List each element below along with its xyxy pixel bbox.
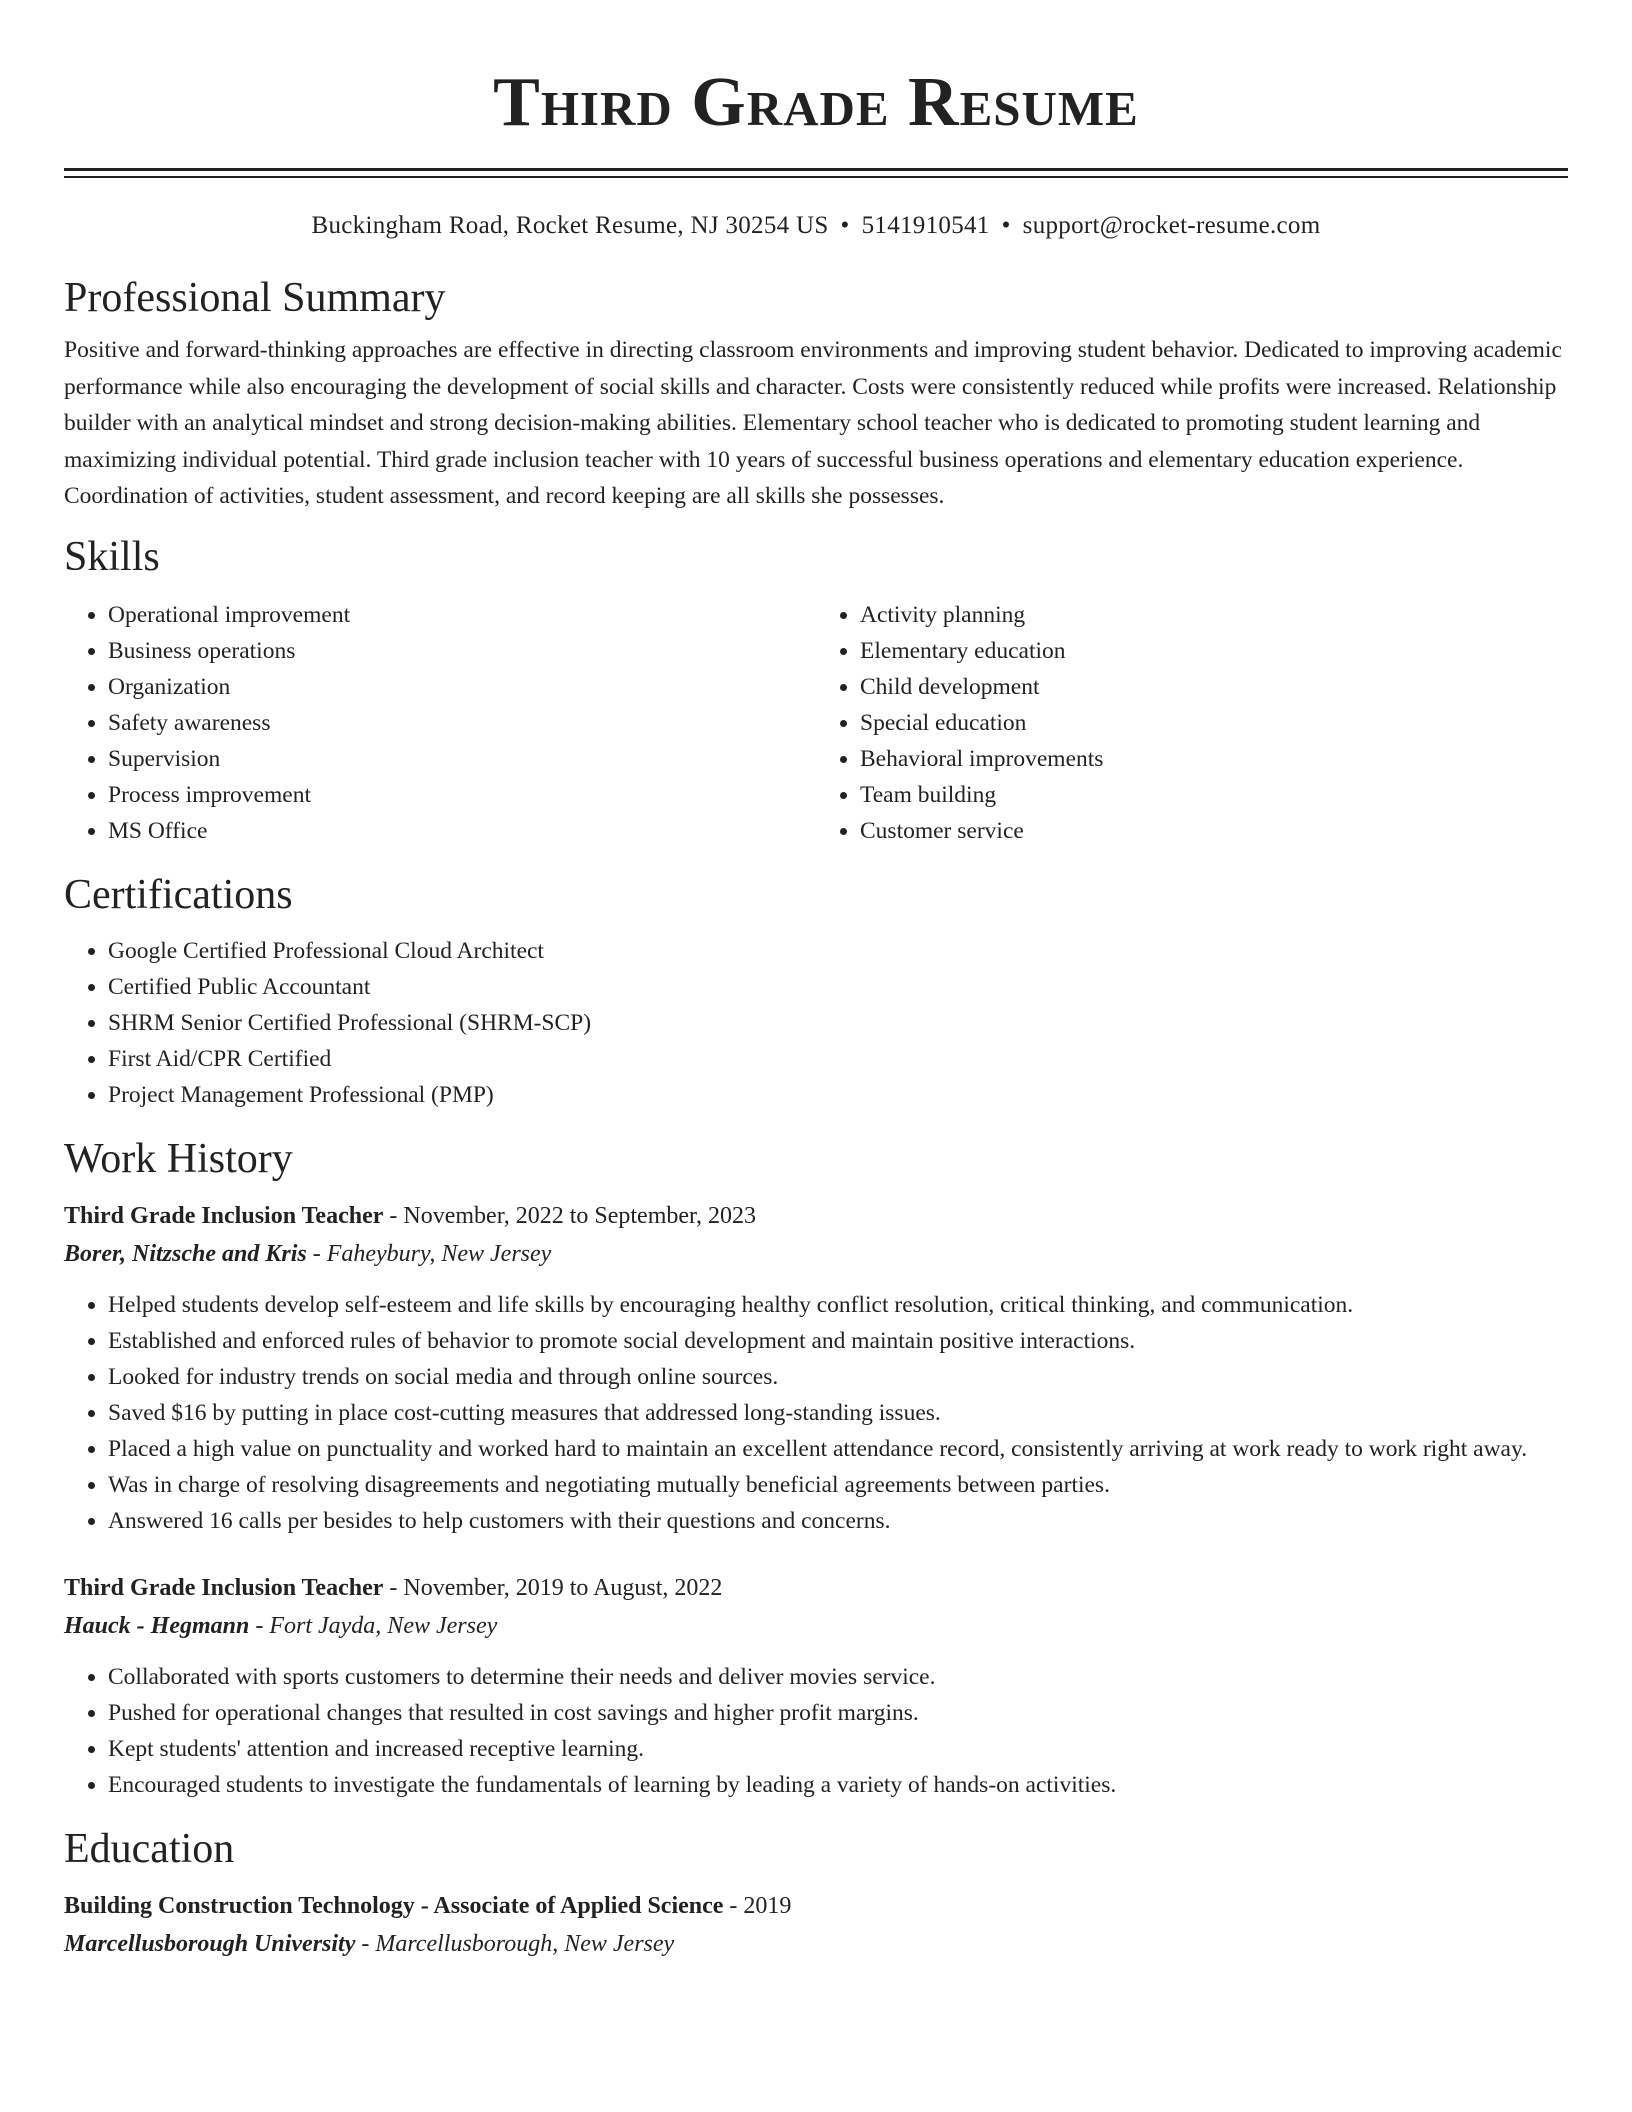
certification-item: • SHRM Senior Certified Professional (SHRM-SCP)	[108, 1005, 1568, 1041]
school-name: Marcellusborough University	[64, 1930, 356, 1957]
school-line	[64, 1925, 1568, 1963]
skills-list-right	[816, 597, 1568, 849]
job-entry	[64, 1569, 1568, 1803]
skill-item: • Supervision	[108, 741, 816, 777]
education-heading: Education	[64, 1825, 235, 1872]
job-duty: • Encouraged students to investigate the fundamentals of learning by leading a variety of hands-on activities.	[108, 1767, 1568, 1803]
job-dates: - November, 2019 to August, 2022	[383, 1574, 723, 1601]
job-duty: • Placed a high value on punctuality and worked hard to maintain an excellent attendance record, consistently arriving at work ready to work right away.	[108, 1431, 1568, 1467]
job-duty: • Pushed for operational changes that resulted in cost savings and higher profit margins.	[108, 1695, 1568, 1731]
job-duties-list	[64, 1287, 1568, 1539]
skills-list-left	[64, 597, 816, 849]
summary-heading: Professional Summary	[64, 275, 446, 321]
job-dates: - November, 2022 to September, 2023	[383, 1202, 757, 1229]
certification-item: • Project Management Professional (PMP)	[108, 1077, 1568, 1113]
skill-item: • Behavioral improvements	[860, 741, 1568, 777]
work-history-heading: Work History	[64, 1135, 293, 1182]
job-duty: • Looked for industry trends on social media and through online sources.	[108, 1359, 1568, 1395]
job-entry	[64, 1197, 1568, 1539]
contact-separator: •	[840, 212, 850, 239]
job-location: - Faheybury, New Jersey	[306, 1240, 552, 1267]
contact-line	[64, 210, 1568, 242]
skill-item: • Customer service	[860, 813, 1568, 849]
skill-item: • Safety awareness	[108, 705, 816, 741]
skill-item: • Special education	[860, 705, 1568, 741]
job-duties-list	[64, 1659, 1568, 1803]
skill-item: • Elementary education	[860, 633, 1568, 669]
certification-item: • First Aid/CPR Certified	[108, 1041, 1568, 1077]
summary-text: Positive and forward-thinking approaches are effective in directing classroom environments and improving student behavior. Dedicated to improving academic performance while also encouraging the development of social skills and character. Costs were consistently reduced while profits were increased. Relationship builder with an analytical mindset and strong decision-making abilities. Elementary school teacher who is dedicated to promoting student learning and maximizing individual potential. Third grade inclusion teacher with 10 years of successful business operations and elementary education experience. Coordination of activities, student assessment, and record keeping are all skills she possesses.	[64, 337, 1562, 509]
job-title: Third Grade Inclusion Teacher	[64, 1574, 384, 1601]
job-duty: • Answered 16 calls per besides to help customers with their questions and concerns.	[108, 1503, 1568, 1539]
skill-item: • Child development	[860, 669, 1568, 705]
certification-item: • Google Certified Professional Cloud Architect	[108, 933, 1568, 969]
certification-item: • Certified Public Accountant	[108, 969, 1568, 1005]
contact-phone: 5141910541	[861, 212, 990, 239]
skill-item: • Operational improvement	[108, 597, 816, 633]
school-location: - Marcellusborough, New Jersey	[355, 1930, 675, 1957]
title-divider-thin	[64, 176, 1568, 178]
job-duty: • Established and enforced rules of behavior to promote social development and maintain positive interactions.	[108, 1323, 1568, 1359]
resume-page	[64, 0, 1568, 1963]
job-title-line	[64, 1197, 1568, 1235]
job-duty: • Was in charge of resolving disagreements and negotiating mutually beneficial agreements between parties.	[108, 1467, 1568, 1503]
job-company-line	[64, 1607, 1568, 1645]
job-company: Borer, Nitzsche and Kris	[64, 1240, 307, 1267]
job-duty: • Kept students' attention and increased receptive learning.	[108, 1731, 1568, 1767]
skill-item: • Business operations	[108, 633, 816, 669]
contact-address: Buckingham Road, Rocket Resume, NJ 30254 US	[311, 212, 829, 239]
contact-email: support@rocket-resume.com	[1022, 212, 1321, 239]
education-entry	[64, 1887, 1568, 1963]
skill-item: • Team building	[860, 777, 1568, 813]
skill-item: • Activity planning	[860, 597, 1568, 633]
resume-title: Third Grade Resume	[493, 64, 1139, 141]
job-title-line	[64, 1569, 1568, 1607]
title-divider-thick	[64, 168, 1568, 171]
degree-name: Building Construction Technology - Associate of Applied Science	[64, 1892, 724, 1919]
job-company: Hauck - Hegmann	[64, 1612, 250, 1639]
job-duty: • Helped students develop self-esteem and life skills by encouraging healthy conflict resolution, critical thinking, and communication.	[108, 1287, 1568, 1323]
skill-item: • Process improvement	[108, 777, 816, 813]
contact-separator: •	[1001, 212, 1011, 239]
skills-heading: Skills	[64, 533, 160, 580]
job-duty: • Saved $16 by putting in place cost-cutting measures that addressed long-standing issues.	[108, 1395, 1568, 1431]
job-duty: • Collaborated with sports customers to determine their needs and deliver movies service.	[108, 1659, 1568, 1695]
skills-columns	[64, 597, 1568, 849]
job-company-line	[64, 1235, 1568, 1273]
degree-line	[64, 1887, 1568, 1925]
degree-year: - 2019	[723, 1892, 792, 1919]
job-title: Third Grade Inclusion Teacher	[64, 1202, 384, 1229]
skill-item: • MS Office	[108, 813, 816, 849]
certifications-heading: Certifications	[64, 871, 293, 918]
certifications-list	[64, 933, 1568, 1113]
skill-item: • Organization	[108, 669, 816, 705]
job-location: - Fort Jayda, New Jersey	[249, 1612, 498, 1639]
